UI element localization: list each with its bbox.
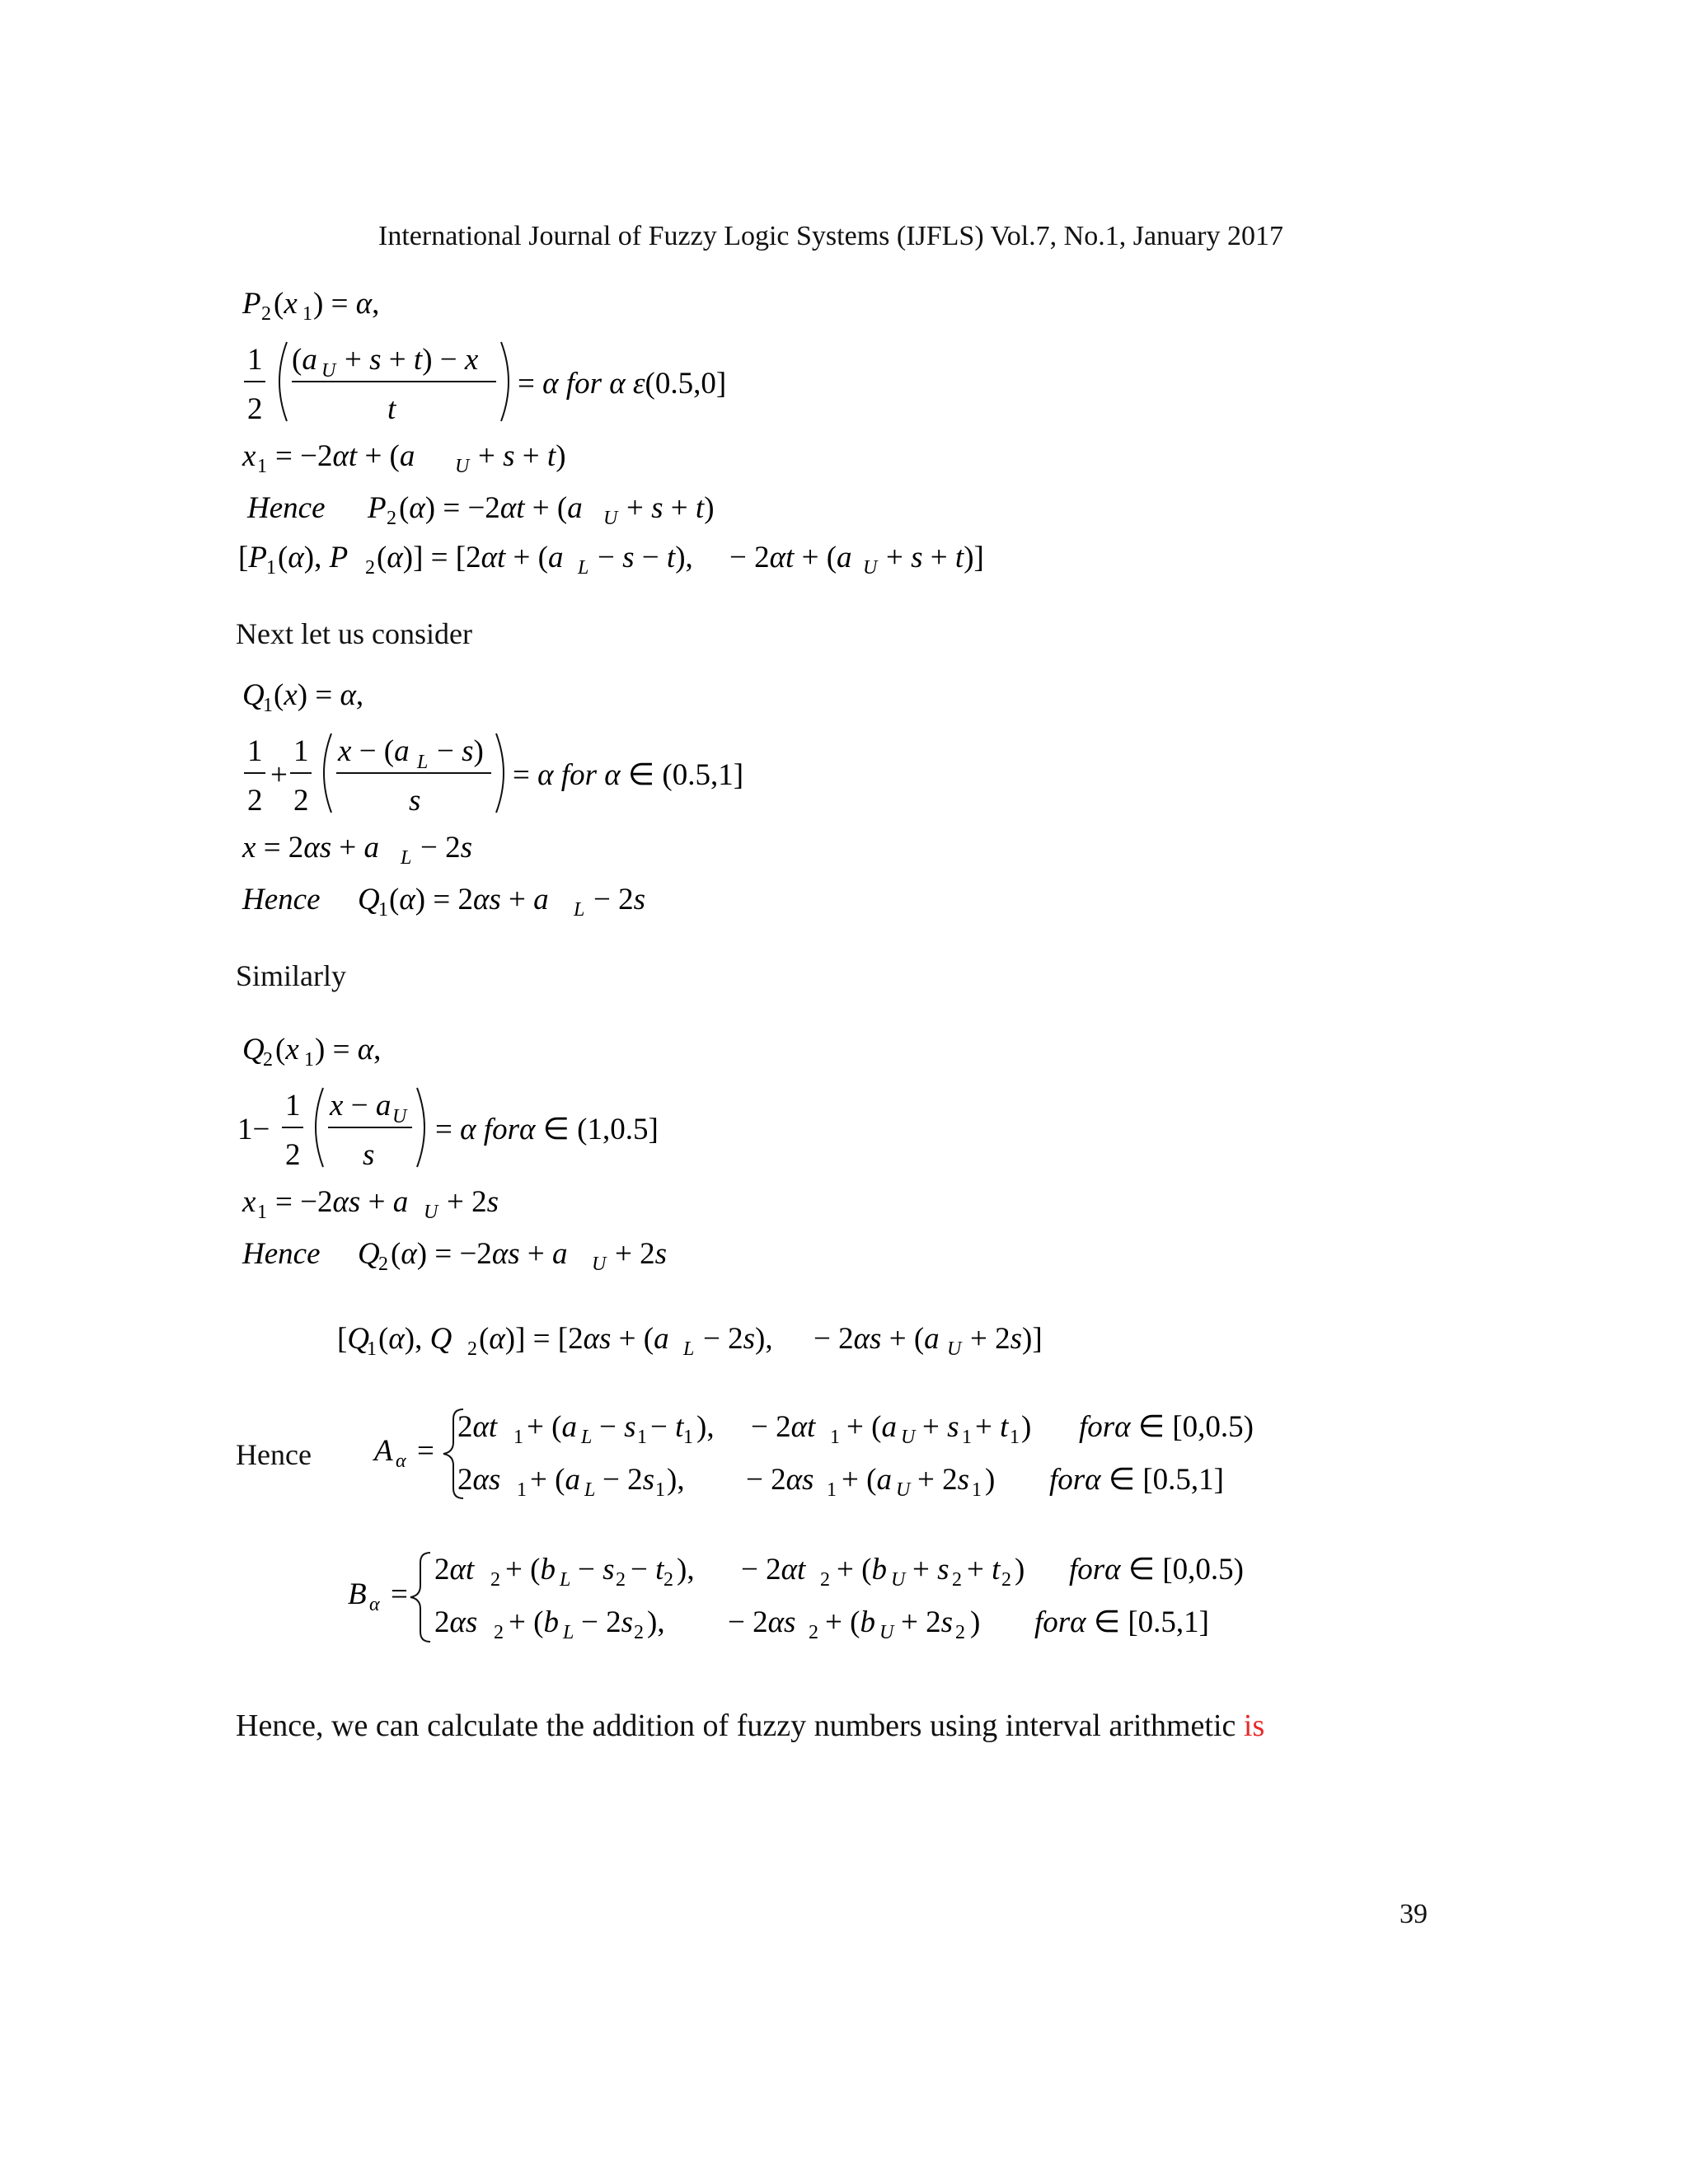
svg-text:2: 2 [378,1254,388,1275]
svg-text:1: 1 [962,1427,972,1448]
svg-text:P: P [242,287,261,321]
svg-text:− 2s: − 2s [581,1605,634,1639]
svg-text:− 2αs + (a: − 2αs + (a [814,1322,940,1356]
svg-text:x − a: x − a [330,1089,392,1122]
svg-text:(a: (a [292,343,317,377]
svg-text:+ 2s: + 2s [901,1605,954,1639]
svg-text:s: s [409,784,421,818]
svg-text:),: ), [647,1605,665,1639]
svg-text:L: L [417,752,429,773]
equation-p-interval-svg [235,534,1010,583]
svg-text:+ s: + s [922,1410,959,1444]
equation-q1-membership-svg [239,725,783,824]
svg-text:L: L [563,1622,574,1643]
svg-text:1: 1 [247,734,263,768]
svg-text:=: = [417,1434,434,1468]
svg-text:+ (b: + (b [505,1553,556,1586]
svg-text:(α) = −2αt + (a: (α) = −2αt + (a [399,491,583,525]
svg-text:− 2αt + (a: − 2αt + (a [729,541,852,574]
svg-text:= −2αs + a: = −2αs + a [275,1185,409,1219]
svg-text:U: U [603,508,618,529]
equation-q-interval-svg [334,1315,1076,1365]
svg-text:α: α [396,1451,406,1472]
svg-text:),: ), [667,1463,685,1497]
svg-text:1: 1 [683,1427,693,1448]
svg-text:− 2s: − 2s [603,1463,655,1497]
svg-text:1−: 1− [237,1113,270,1146]
svg-text:L: L [578,557,589,579]
svg-text:− s): − s) [437,734,484,768]
svg-text:2: 2 [809,1622,818,1643]
svg-text:(x: (x [274,287,298,321]
svg-text:+ 2s: + 2s [917,1463,970,1497]
svg-text:A: A [374,1434,393,1468]
equation-q1-hence-svg [239,876,701,926]
svg-text:+ t: + t [967,1553,1001,1586]
svg-text:1: 1 [263,695,273,716]
svg-text:(α) = 2αs + a: (α) = 2αs + a [389,883,549,916]
svg-text:Q: Q [358,1237,380,1271]
svg-text:[Q: [Q [337,1322,370,1356]
svg-text:+ (b: + (b [509,1605,559,1639]
svg-text:2: 2 [494,1622,504,1643]
svg-text:x: x [242,439,256,473]
page-number: 39 [1400,1899,1428,1929]
svg-text:1: 1 [257,456,267,477]
svg-text:1: 1 [367,1338,377,1360]
svg-text:− s − t),: − s − t), [598,541,693,574]
svg-text:U: U [592,1254,607,1275]
svg-text:x: x [242,1185,256,1219]
svg-text:=: = [391,1577,408,1611]
svg-text:− 2αt: − 2αt [751,1410,816,1444]
svg-text:+ s: + s [912,1553,950,1586]
svg-text:L: L [401,847,412,869]
svg-text:(α), Q: (α), Q [378,1322,452,1356]
svg-text:+ 2s: + 2s [447,1185,499,1219]
svg-text:U: U [863,557,878,579]
svg-text:− s: − s [578,1553,615,1586]
svg-text:− 2αt: − 2αt [741,1553,806,1586]
svg-text:− 2αs: − 2αs [746,1463,814,1497]
equation-q1-x-svg [239,824,536,874]
svg-text:L: L [584,1479,596,1501]
svg-text:− t: − t [631,1553,664,1586]
svg-text:2: 2 [285,1138,301,1172]
svg-text:2αs: 2αs [457,1463,501,1497]
equation-q2-membership-svg [234,1080,729,1179]
svg-text:L: L [683,1338,695,1360]
svg-text:2: 2 [247,784,263,818]
svg-text:forα ∈ [0,0.5): forα ∈ [0,0.5) [1069,1553,1244,1586]
svg-text:+ s + t): + s + t) [626,491,715,525]
svg-text:+ 2s)]: + 2s)] [970,1322,1043,1356]
svg-text:− 2s),: − 2s), [703,1322,773,1356]
svg-text:2: 2 [634,1622,644,1643]
svg-text:+ (a: + (a [527,1410,577,1444]
svg-text:2: 2 [467,1338,477,1360]
paragraph-similarly: Similarly [236,959,346,992]
svg-text:Q: Q [242,678,265,712]
svg-text:U: U [896,1479,911,1501]
journal-header: International Journal of Fuzzy Logic Systems (IJFLS) Vol.7, No.1, January 2017 [378,221,1283,251]
svg-text:),: ), [677,1553,695,1586]
svg-text:− 2s: − 2s [593,883,646,916]
equation-q2-hence-svg [239,1230,717,1280]
svg-text:2: 2 [955,1622,965,1643]
svg-text:+: + [270,758,288,792]
svg-text:(x) = α,: (x) = α, [274,678,364,712]
equation-b-alpha-row1 [434,1546,1275,1592]
svg-text:[P: [P [238,541,267,574]
svg-text:+ s + t)]: + s + t)] [886,541,984,574]
svg-text:2: 2 [820,1569,830,1591]
svg-text:forα ∈ [0,0.5): forα ∈ [0,0.5) [1079,1410,1254,1444]
equation-b-alpha-svg [345,1544,435,1652]
svg-text:forα ∈ [0.5,1]: forα ∈ [0.5,1] [1034,1605,1209,1639]
svg-text:t: t [387,392,396,426]
svg-text:− 2αs: − 2αs [728,1605,796,1639]
svg-text:α: α [369,1594,380,1615]
equation-p2-x1-svg [239,433,585,482]
svg-text:U: U [424,1202,438,1223]
svg-text:U: U [947,1338,962,1360]
svg-text:(α) = −2αs + a: (α) = −2αs + a [391,1237,568,1271]
svg-text:x − (a: x − (a [338,734,410,768]
svg-text:(α)] = [2αt + (a: (α)] = [2αt + (a [377,541,564,574]
svg-text:1: 1 [655,1479,665,1501]
svg-text:Hence: Hence [242,1237,321,1271]
equation-q2-x1-svg [239,1179,552,1228]
svg-text:2: 2 [387,508,396,529]
svg-text:P: P [368,491,387,525]
svg-text:),: ), [696,1410,715,1444]
svg-text:1: 1 [378,899,388,921]
svg-text:(x: (x [275,1033,299,1066]
equation-p2-hence-svg [239,485,750,534]
svg-text:U: U [455,456,470,477]
svg-text:1: 1 [304,1049,314,1071]
svg-text:1: 1 [513,1427,523,1448]
svg-text:L: L [574,899,585,921]
svg-text:= α forα ∈ (1,0.5]: = α forα ∈ (1,0.5] [435,1113,659,1146]
svg-text:2: 2 [293,784,309,818]
svg-text:− s: − s [599,1410,636,1444]
svg-text:U: U [321,360,336,382]
equation-a-alpha-row1 [457,1404,1282,1450]
svg-text:Q: Q [358,883,380,916]
svg-text:): ) [985,1463,996,1497]
svg-text:= α for α ∈ (0.5,1]: = α for α ∈ (0.5,1] [513,758,744,792]
svg-text:1: 1 [830,1427,840,1448]
svg-text:s: s [363,1138,375,1172]
svg-text:2: 2 [247,392,263,426]
svg-text:+ t: + t [975,1410,1009,1444]
svg-text:1: 1 [257,1202,267,1223]
svg-text:1: 1 [302,303,312,325]
svg-text:x = 2αs + a: x = 2αs + a [242,831,380,865]
svg-text:B: B [348,1577,367,1611]
paragraph-next-consider: Next let us consider [236,617,472,650]
svg-text:+ (a: + (a [846,1410,897,1444]
svg-text:(α)] = [2αs + (a: (α)] = [2αs + (a [479,1322,669,1356]
svg-text:2αt: 2αt [434,1553,475,1586]
svg-text:1: 1 [827,1479,837,1501]
equation-p2-definition-svg [239,280,437,330]
svg-text:2: 2 [1001,1569,1011,1591]
svg-text:2αt: 2αt [457,1410,498,1444]
svg-text:2: 2 [261,303,271,325]
svg-text:+ (b: + (b [825,1605,875,1639]
svg-text:U: U [879,1622,894,1643]
svg-text:− 2s: − 2s [420,831,473,865]
svg-text:2: 2 [952,1569,962,1591]
svg-text:) = α,: ) = α, [313,287,380,321]
paragraph-hence-label: Hence [236,1438,312,1471]
svg-text:Hence: Hence [242,883,321,916]
svg-text:1: 1 [972,1479,982,1501]
svg-text:1: 1 [266,557,276,579]
svg-text:1: 1 [1010,1427,1020,1448]
svg-text:+ (a: + (a [842,1463,892,1497]
svg-text:+ 2s: + 2s [615,1237,668,1271]
svg-text:): ) [970,1605,981,1639]
svg-text:2: 2 [365,557,375,579]
svg-text:1: 1 [247,343,263,377]
closing-text: Hence, we can calculate the addition of fuzzy numbers using interval arithmetic [236,1708,1236,1743]
svg-text:Q: Q [242,1033,265,1066]
equation-a-alpha-row2 [457,1456,1282,1502]
svg-text:L: L [560,1569,571,1591]
closing-highlight: is [1243,1708,1265,1743]
svg-text:+ (b: + (b [837,1553,887,1586]
svg-text:2: 2 [663,1569,673,1591]
svg-text:+ (a: + (a [530,1463,580,1497]
svg-text:2: 2 [263,1049,273,1071]
svg-text:U: U [901,1427,916,1448]
svg-text:2: 2 [616,1569,626,1591]
equation-b-alpha-row2 [434,1599,1275,1645]
svg-text:(α), P: (α), P [278,541,349,574]
svg-text:U: U [392,1106,407,1127]
svg-text:1: 1 [637,1427,647,1448]
svg-text:= −2αt + (a: = −2αt + (a [275,439,415,473]
svg-text:+ s + t) − x: + s + t) − x [345,343,479,377]
svg-text:L: L [581,1427,593,1448]
svg-text:1: 1 [293,734,309,768]
svg-text:Hence: Hence [247,491,326,525]
svg-text:= α for α ε(0.5,0]: = α for α ε(0.5,0] [518,367,727,401]
svg-text:): ) [1015,1553,1025,1586]
svg-text:1: 1 [517,1479,527,1501]
equation-q2-definition-svg [239,1026,437,1076]
svg-text:U: U [891,1569,906,1591]
svg-text:+ s + t): + s + t) [478,439,566,473]
paragraph-closing [236,1708,1264,1744]
svg-text:): ) [1021,1410,1032,1444]
svg-text:forα ∈ [0.5,1]: forα ∈ [0.5,1] [1049,1463,1224,1497]
svg-text:2: 2 [490,1569,500,1591]
equation-q1-definition-svg [239,672,420,721]
equation-p2-membership-svg [239,334,783,433]
svg-text:− t: − t [650,1410,684,1444]
svg-text:1: 1 [285,1089,301,1122]
svg-text:) = α,: ) = α, [315,1033,382,1066]
svg-text:2αs: 2αs [434,1605,478,1639]
